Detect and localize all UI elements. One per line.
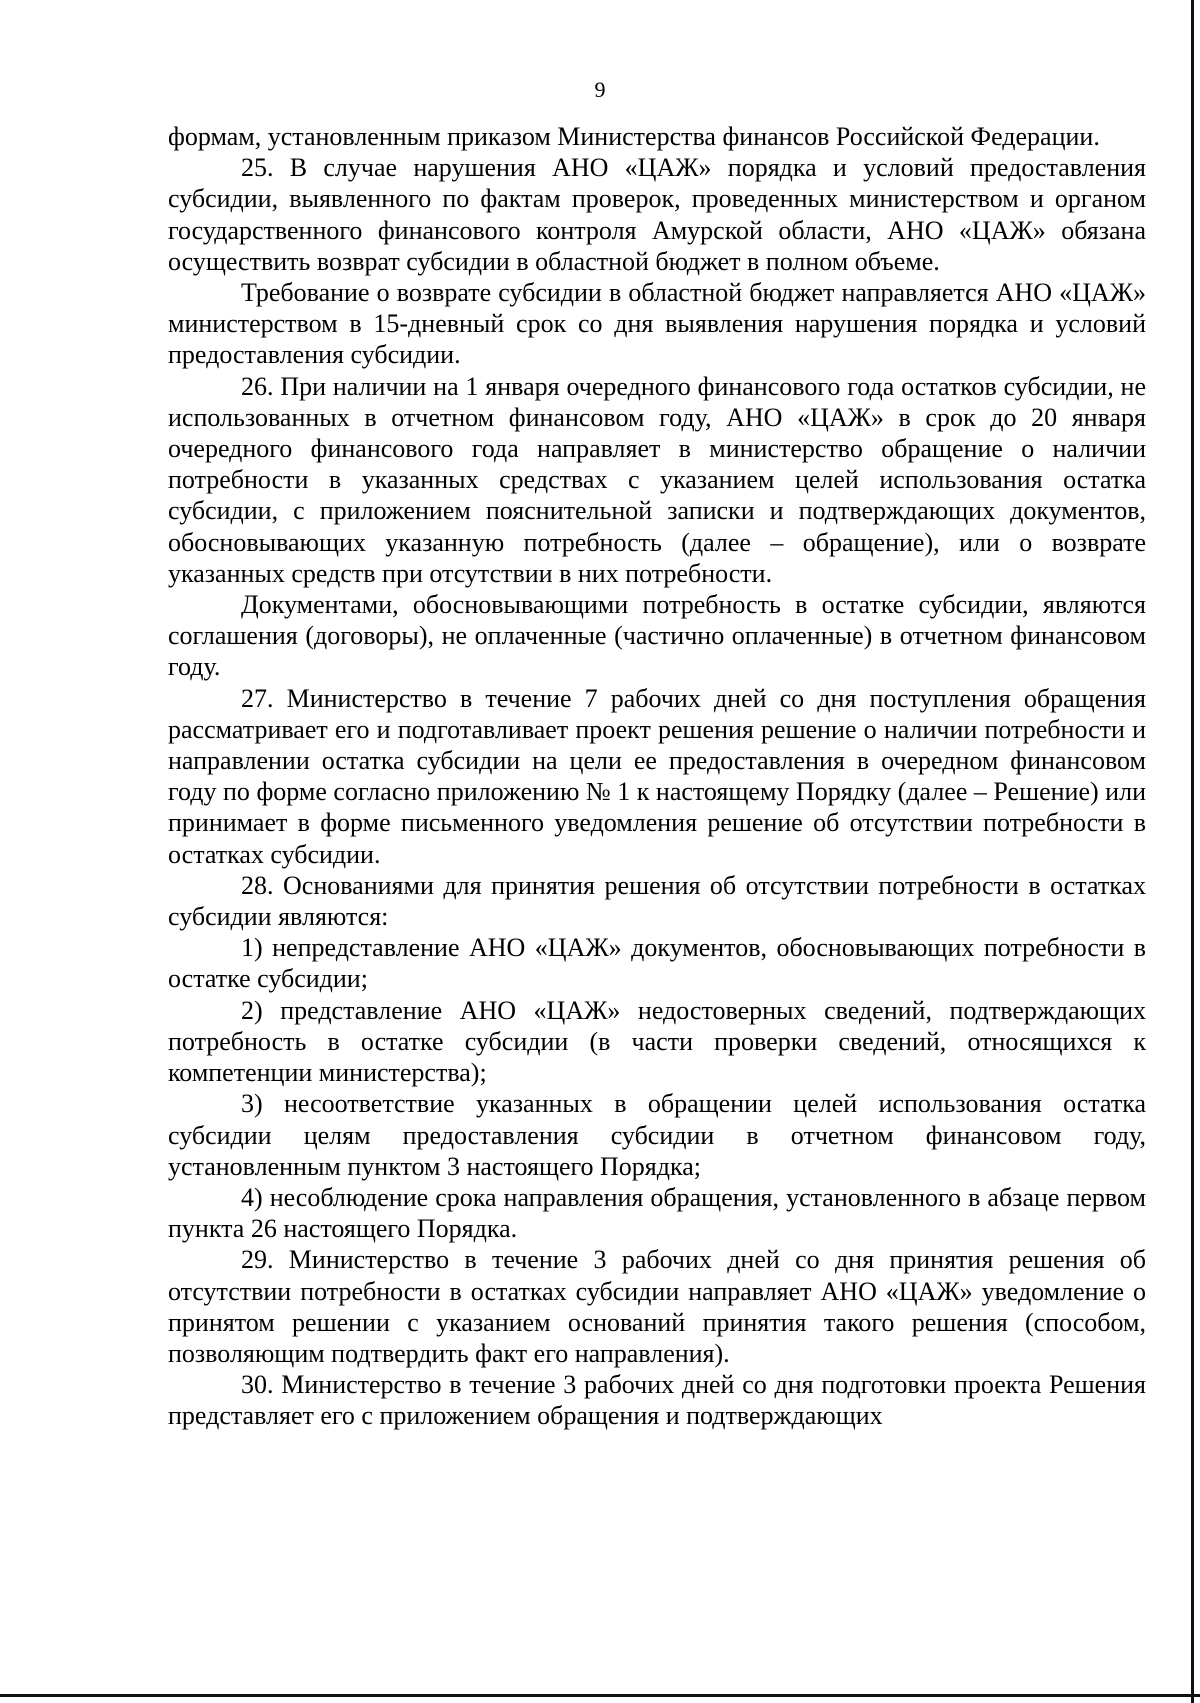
list-item-28-1: 1) непредставление АНО «ЦАЖ» документов, обосновывающих потребности в остатке субсидии;	[168, 933, 1146, 994]
paragraph-continuation: формам, установленным приказом Министерства финансов Российской Федерации.	[168, 122, 1100, 151]
paragraph-item-30: 30. Министерство в течение 3 рабочих дней со дня подготовки проекта Решения представляет его с приложением обращения и подтверждающих	[168, 1370, 1146, 1431]
paragraph-item-29: 29. Министерство в течение 3 рабочих дней со дня принятия решения об отсутствии потребности в остатках субсидии направляет АНО «ЦАЖ» уведомление о принятом решении с указанием оснований принятия такого решения (способом, позволяющим подтвердить факт его направления).	[168, 1245, 1146, 1368]
document-body	[168, 121, 1146, 1432]
scan-edge-bottom	[0, 1694, 1200, 1697]
paragraph-item-25: 25. В случае нарушения АНО «ЦАЖ» порядка и условий предоставления субсидии, выявленного по фактам проверок, проведенных министерством и органом государственного финансового контроля Амурской области, АНО «ЦАЖ» обязана осуществить возврат субсидии в областной бюджет в полном объеме.	[168, 153, 1146, 276]
list-item-28-3: 3) несоответствие указанных в обращении целей использования остатка субсидии целям предоставления субсидии в отчетном финансовом году, установленным пунктом 3 настоящего Порядка;	[168, 1089, 1146, 1181]
list-item-28-4: 4) несоблюдение срока направления обращения, установленного в абзаце первом пункта 26 настоящего Порядка.	[168, 1182, 1146, 1244]
paragraph-item-26: 26. При наличии на 1 января очередного финансового года остатков субсидии, не использованных в отчетном финансовом году, АНО «ЦАЖ» в срок до 20 января очередного финансового года направляет в министерство обращение о наличии потребности в указанных средствах с указанием целей использования остатка субсидии, с приложением пояснительной записки и подтверждающих документов, обосновывающих указанную потребность (далее – обращение), или о возврате указанных средств при отсутствии в них потребности.	[168, 371, 1146, 588]
paragraph-item-28: 28. Основаниями для принятия решения об отсутствии потребности в остатках субсидии являются:	[168, 870, 1146, 932]
paragraph-refund-requirement: Требование о возврате субсидии в областной бюджет направляется АНО «ЦАЖ» министерством в 15-дневный срок со дня выявления нарушения порядка и условий предоставления субсидии.	[168, 278, 1146, 370]
paragraph-supporting-documents: Документами, обосновывающими потребность в остатке субсидии, являются соглашения (договоры), не оплаченные (частично оплаченные) в отчетном финансовом году.	[168, 590, 1146, 682]
paragraph-item-27: 27. Министерство в течение 7 рабочих дней со дня поступления обращения рассматривает его и подготавливает проект решения решение о наличии потребности и направлении остатка субсидии на цели ее предоставления в очередном финансовом году по форме согласно приложению № 1 к настоящему Порядку (далее – Решение) или принимает в форме письменного уведомления решение об отсутствии потребности в остатках субсидии.	[168, 683, 1146, 869]
scan-edge-right	[1191, 0, 1194, 1703]
list-item-28-2: 2) представление АНО «ЦАЖ» недостоверных сведений, подтверждающих потребность в остатке субсидии (в части проверки сведений, относящихся к компетенции министерства);	[168, 995, 1146, 1088]
page-number: 9	[594, 77, 606, 102]
